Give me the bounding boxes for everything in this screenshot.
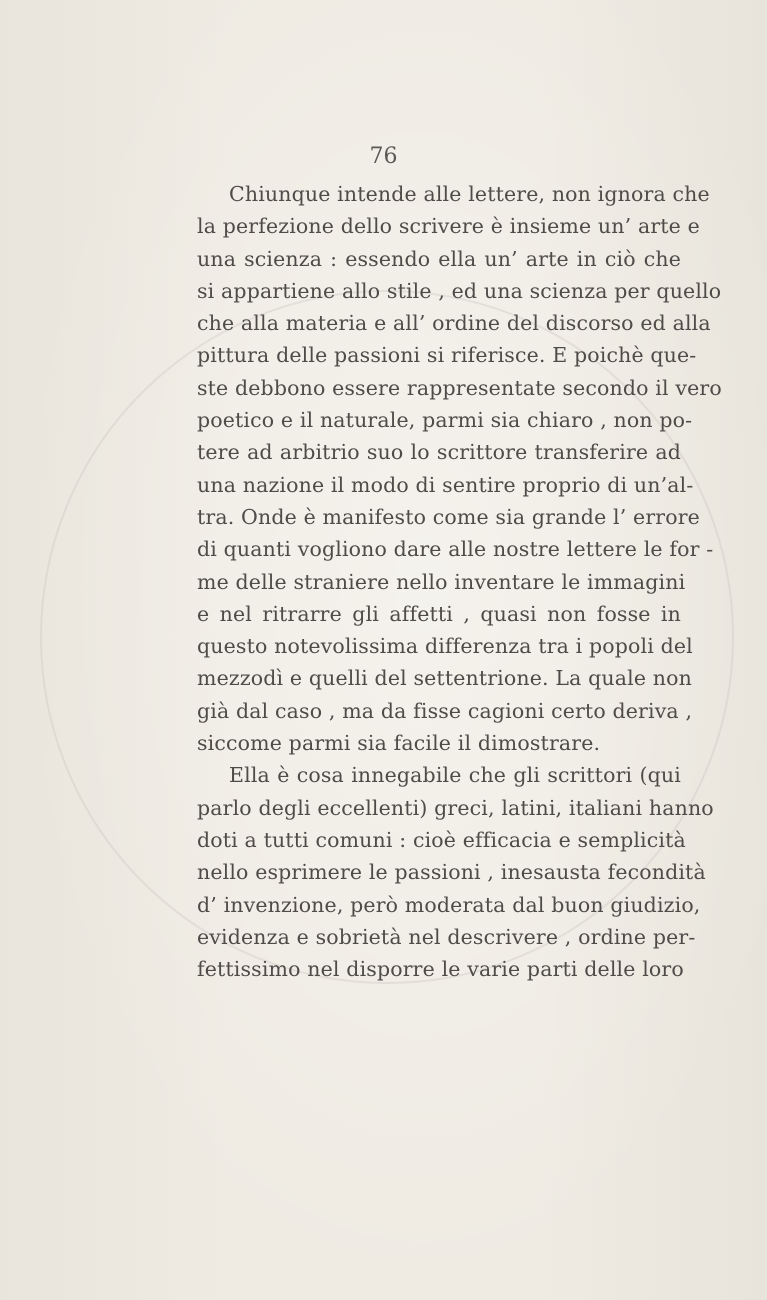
text-line: la perfezione dello scrivere è insieme un’ arte e <box>197 214 700 239</box>
text-line: questo notevolissima differenza tra i popoli del <box>197 634 693 659</box>
text-line: Ella è cosa innegabile che gli scrittori (qui <box>229 763 681 788</box>
text-line: si appartiene allo stile , ed una scienza per quello <box>197 278 722 303</box>
paragraph-2 <box>197 759 714 985</box>
text-line: che alla materia e all’ ordine del discorso ed alla <box>197 311 711 336</box>
text-line: doti a tutti comuni : cioè efficacia e semplicità <box>197 827 686 852</box>
paragraph-1 <box>197 178 722 759</box>
text-line: di quanti vogliono dare alle nostre lettere le for - <box>197 537 714 562</box>
text-line: Chiunque intende alle lettere, non ignora che <box>229 182 710 206</box>
text-line: una nazione il modo di sentire proprio di un’al- <box>197 472 694 497</box>
text-line: parlo degli eccellenti) greci, latini, italiani hanno <box>197 795 714 820</box>
text-line: evidenza e sobrietà nel descrivere , ordine per- <box>197 924 696 949</box>
text-line: e nel ritrarre gli affetti , quasi non fosse in <box>197 601 681 626</box>
text-line: fettissimo nel disporre le varie parti delle loro <box>197 957 684 982</box>
text-line: poetico e il naturale, parmi sia chiaro , non po- <box>197 408 693 433</box>
text-line: siccome parmi sia facile il dimostrare. <box>197 731 601 756</box>
body-text <box>197 178 722 985</box>
text-line: d’ invenzione, però moderata dal buon giudizio, <box>197 892 701 917</box>
text-line: mezzodì e quelli del settentrione. La quale non <box>197 666 692 691</box>
text-line: già dal caso , ma da fisse cagioni certo deriva , <box>197 698 693 723</box>
text-line: pittura delle passioni si riferisce. E poichè que- <box>197 343 697 368</box>
text-line: una scienza : essendo ella un’ arte in ciò che <box>197 246 681 271</box>
text-line: ste debbono essere rappresentate secondo il vero <box>197 375 722 400</box>
page-number: 76 <box>369 144 398 169</box>
text-line: tere ad arbitrio suo lo scrittore transferire ad <box>197 440 681 465</box>
text-line: me delle straniere nello inventare le immagini <box>197 569 686 594</box>
text-line: nello esprimere le passioni , inesausta fecondità <box>197 860 706 885</box>
text-line: tra. Onde è manifesto come sia grande l’ errore <box>197 504 700 529</box>
